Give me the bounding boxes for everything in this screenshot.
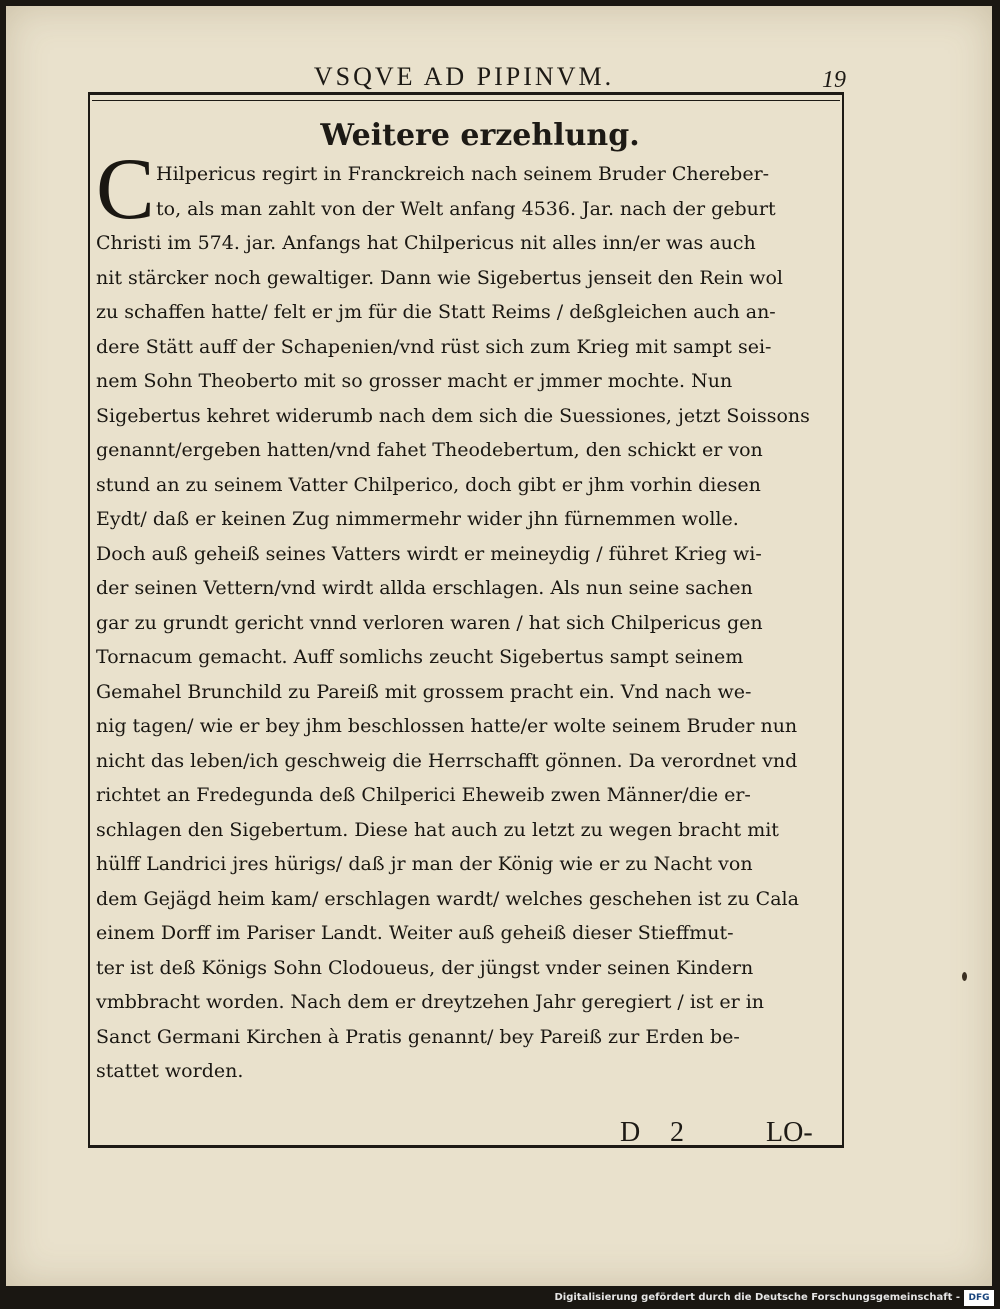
text-line: to, als man zahlt von der Welt anfang 4536. Jar. nach der geburt xyxy=(156,197,776,220)
text-line: nem Sohn Theoberto mit so grosser macht er jmmer mochte. Nun xyxy=(96,370,733,392)
text-line: Gemahel Brunchild zu Pareiß mit grossem pracht ein. Vnd nach we- xyxy=(96,680,752,703)
text-line: nig tagen/ wie er bey jhm beschlossen hatte/er wolte seinem Bruder nun xyxy=(96,715,798,737)
page-number: 19 xyxy=(822,67,846,93)
text-line: der seinen Vettern/vnd wirdt allda erschlagen. Als nun seine sachen xyxy=(96,577,753,599)
signature-number: 2 xyxy=(670,1117,684,1148)
text-line: dem Gejägd heim kam/ erschlagen wardt/ welches geschehen ist zu Cala xyxy=(96,887,799,910)
text-line: nit stärcker noch gewaltiger. Dann wie Sigebertus jenseit den Rein wol xyxy=(96,266,783,289)
text-line: richtet an Fredegunda deß Chilperici Eheweib zwen Männer/die er- xyxy=(96,784,751,806)
ink-speck xyxy=(962,972,967,981)
digitization-credit: Digitalisierung gefördert durch die Deutsche Forschungsgemeinschaft - xyxy=(554,1292,960,1303)
signature-line xyxy=(620,1116,840,1150)
body-text xyxy=(96,157,836,1089)
signature-letter: D xyxy=(620,1117,641,1148)
text-line: Tornacum gemacht. Auff somlichs zeucht Sigebertus sampt seinem xyxy=(96,646,744,668)
running-head: VSQVE AD PIPINVM. xyxy=(313,62,615,91)
text-line: Doch auß geheiß seines Vatters wirdt er meineydig / führet Krieg wi- xyxy=(96,542,762,565)
text-line: stund an zu seinem Vatter Chilperico, doch gibt er jhm vorhin diesen xyxy=(96,473,761,496)
text-line: dere Stätt auff der Schapenien/vnd rüst sich zum Krieg mit sampt sei- xyxy=(96,335,772,358)
catchword: LO- xyxy=(766,1117,813,1148)
text-line: Hilpericus regirt in Franckreich nach seinem Bruder Chereber- xyxy=(156,163,770,185)
text-line: nicht das leben/ich geschweig die Herrschafft gönnen. Da verordnet vnd xyxy=(96,749,798,772)
text-line: Christi im 574. jar. Anfangs hat Chilpericus nit alles inn/er was auch xyxy=(96,232,756,254)
text-line: ter ist deß Königs Sohn Clodoueus, der jüngst vnder seinen Kindern xyxy=(96,956,754,979)
text-line: Sigebertus kehret widerumb nach dem sich die Suessiones, jetzt Soissons xyxy=(96,404,810,427)
text-line: genannt/ergeben hatten/vnd fahet Theodebertum, den schickt er von xyxy=(96,439,763,461)
section-heading: Weitere erzehlung. xyxy=(320,118,640,153)
text-line: Sanct Germani Kirchen à Pratis genannt/ bey Pareiß zur Erden be- xyxy=(96,1025,740,1048)
text-line: schlagen den Sigebertum. Diese hat auch zu letzt zu wegen bracht mit xyxy=(96,818,779,841)
text-line: einem Dorff im Pariser Landt. Weiter auß geheiß dieser Stieffmut- xyxy=(96,922,734,944)
text-line: hülff Landrici jres hürigs/ daß jr man der König wie er zu Nacht von xyxy=(96,853,753,875)
drop-initial: C xyxy=(96,141,155,238)
header-rule xyxy=(92,100,840,101)
text-line: gar zu grundt gericht vnnd verloren waren / hat sich Chilpericus gen xyxy=(96,611,763,634)
text-line: zu schaffen hatte/ felt er jm für die Statt Reims / deßgleichen auch an- xyxy=(96,301,776,323)
text-line: stattet worden. xyxy=(96,1060,244,1082)
dfg-logo: DFG xyxy=(964,1290,994,1306)
text-line: Eydt/ daß er keinen Zug nimmermehr wider jhn fürnemmen wolle. xyxy=(96,508,739,530)
text-line: vmbbracht worden. Nach dem er dreytzehen Jahr geregiert / ist er in xyxy=(96,991,765,1013)
